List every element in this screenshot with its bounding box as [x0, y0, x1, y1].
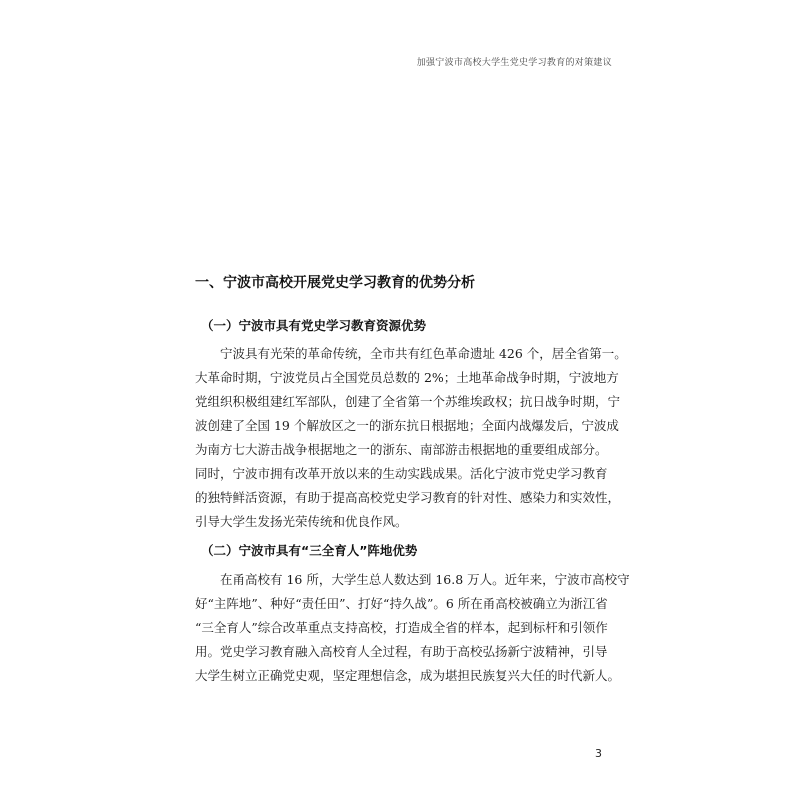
paragraph-line: “三全育人”综合改革重点支持高校，打造成全省的样本，起到标杆和引领作 [195, 620, 608, 635]
paragraph-line: 的独特鲜活资源，有助于提高高校党史学习教育的针对性、感染力和实效性， [195, 490, 621, 505]
paragraph-1 [195, 342, 627, 534]
paragraph-line: 在甬高校有 16 所，大学生总人数达到 16.8 万人。近年来，宁波市高校守 [220, 572, 630, 587]
page-number: 3 [595, 747, 602, 760]
paragraph-line: 大学生树立正确党史观，坚定理想信念，成为堪担民族复兴大任的时代新人。 [195, 668, 621, 683]
subsection-title-2: （二）宁波市具有“三全育人”阵地优势 [201, 543, 418, 558]
paragraph-line: 用。党史学习教育融入高校育人全过程，有助于高校弘扬新宁波精神，引导 [195, 644, 608, 659]
paragraph-line: 为南方七大游击战争根据地之一的浙东、南部游击根据地的重要组成部分。 [195, 442, 608, 457]
subsection-title-1: （一）宁波市具有党史学习教育资源优势 [201, 318, 427, 333]
paragraph-line: 宁波具有光荣的革命传统，全市共有红色革命遗址 426 个，居全省第一。 [220, 346, 627, 361]
paragraph-line: 好“主阵地”、种好“责任田”、打好“持久战”。6 所在甬高校被确立为浙江省 [195, 596, 608, 611]
paragraph-line: 大革命时期，宁波党员占全国党员总数的 2%；土地革命战争时期，宁波地方 [195, 370, 619, 385]
paragraph-line: 引导大学生发扬光荣传统和优良作风。 [195, 514, 408, 529]
section-title: 一、宁波市高校开展党史学习教育的优势分析 [195, 275, 475, 291]
paragraph-line: 同时，宁波市拥有改革开放以来的生动实践成果。活化宁波市党史学习教育 [195, 466, 608, 481]
paragraph-line: 党组织积极组建红军部队，创建了全省第一个苏维埃政权；抗日战争时期，宁 [195, 394, 621, 409]
paragraph-2 [195, 568, 630, 688]
paragraph-line: 波创建了全国 19 个解放区之一的浙东抗日根据地；全面内战爆发后，宁波成 [195, 418, 619, 433]
running-header: 加强宁波市高校大学生党史学习教育的对策建议 [416, 58, 612, 68]
